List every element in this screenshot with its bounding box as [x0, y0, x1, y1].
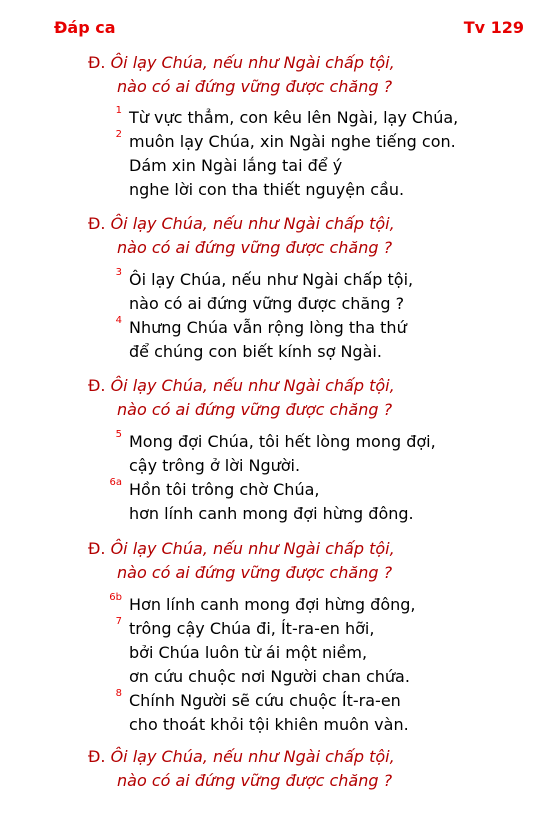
response-marker: Đ. [88, 539, 106, 558]
verse-line: Hơn lính canh mong đợi hừng đông, [129, 595, 416, 614]
response-text: nào có ai đứng vững được chăng ? [117, 77, 393, 96]
response-marker: Đ. [88, 53, 106, 72]
response-marker: Đ. [88, 747, 106, 766]
verse-number: 2 [115, 129, 122, 140]
verse-line: Ôi lạy Chúa, nếu như Ngài chấp tội, [129, 270, 414, 289]
response-text: Ôi lạy Chúa, nếu như Ngài chấp tội, [110, 214, 395, 233]
verse-line: để chúng con biết kính sợ Ngài. [129, 342, 382, 361]
verse-line: Chính Người sẽ cứu chuộc Ít-ra-en [129, 691, 401, 710]
verse-number: 8 [115, 688, 122, 699]
verse-line: cho thoát khỏi tội khiên muôn vàn. [129, 715, 409, 734]
response-line [88, 376, 395, 396]
psalm-reference: Tv 129 [463, 18, 524, 37]
verse-line: trông cậy Chúa đi, Ít-ra-en hỡi, [129, 619, 375, 638]
response-text: nào có ai đứng vững được chăng ? [117, 563, 393, 582]
response-line [88, 747, 395, 767]
verse-line: muôn lạy Chúa, xin Ngài nghe tiếng con. [129, 132, 456, 151]
verse-line: Từ vực thẳm, con kêu lên Ngài, lạy Chúa, [129, 108, 459, 127]
response-text: Ôi lạy Chúa, nếu như Ngài chấp tội, [110, 376, 395, 395]
verse-line: Mong đợi Chúa, tôi hết lòng mong đợi, [129, 432, 436, 451]
response-marker: Đ. [88, 376, 106, 395]
verse-number: 3 [115, 267, 122, 278]
verse-line: cậy trông ở lời Người. [129, 456, 301, 475]
response-line [88, 214, 395, 234]
response-line [88, 539, 395, 559]
verse-number: 5 [115, 429, 122, 440]
response-text: nào có ai đứng vững được chăng ? [117, 238, 393, 257]
verse-line: Nhưng Chúa vẫn rộng lòng tha thứ [129, 318, 407, 337]
verse-number: 7 [115, 616, 122, 627]
verse-line: Dám xin Ngài lắng tai để ý [129, 156, 343, 175]
response-text: nào có ai đứng vững được chăng ? [117, 771, 393, 790]
response-text: Ôi lạy Chúa, nếu như Ngài chấp tội, [110, 539, 395, 558]
response-text: Ôi lạy Chúa, nếu như Ngài chấp tội, [110, 747, 395, 766]
response-text: Ôi lạy Chúa, nếu như Ngài chấp tội, [110, 53, 395, 72]
verse-number: 6b [109, 592, 122, 603]
verse-line: ơn cứu chuộc nơi Người chan chứa. [129, 667, 410, 686]
verse-line: nào có ai đứng vững được chăng ? [129, 294, 405, 313]
verse-line: hơn lính canh mong đợi hừng đông. [129, 504, 414, 523]
verse-line: bởi Chúa luôn từ ái một niềm, [129, 643, 368, 662]
response-marker: Đ. [88, 214, 106, 233]
response-line [88, 53, 395, 73]
verse-line: nghe lời con tha thiết nguyện cầu. [129, 180, 405, 199]
response-text: nào có ai đứng vững được chăng ? [117, 400, 393, 419]
verse-number: 1 [115, 105, 122, 116]
verse-number: 4 [115, 315, 122, 326]
verse-number: 6a [109, 477, 122, 488]
section-title: Đáp ca [54, 18, 116, 37]
verse-line: Hồn tôi trông chờ Chúa, [129, 480, 320, 499]
